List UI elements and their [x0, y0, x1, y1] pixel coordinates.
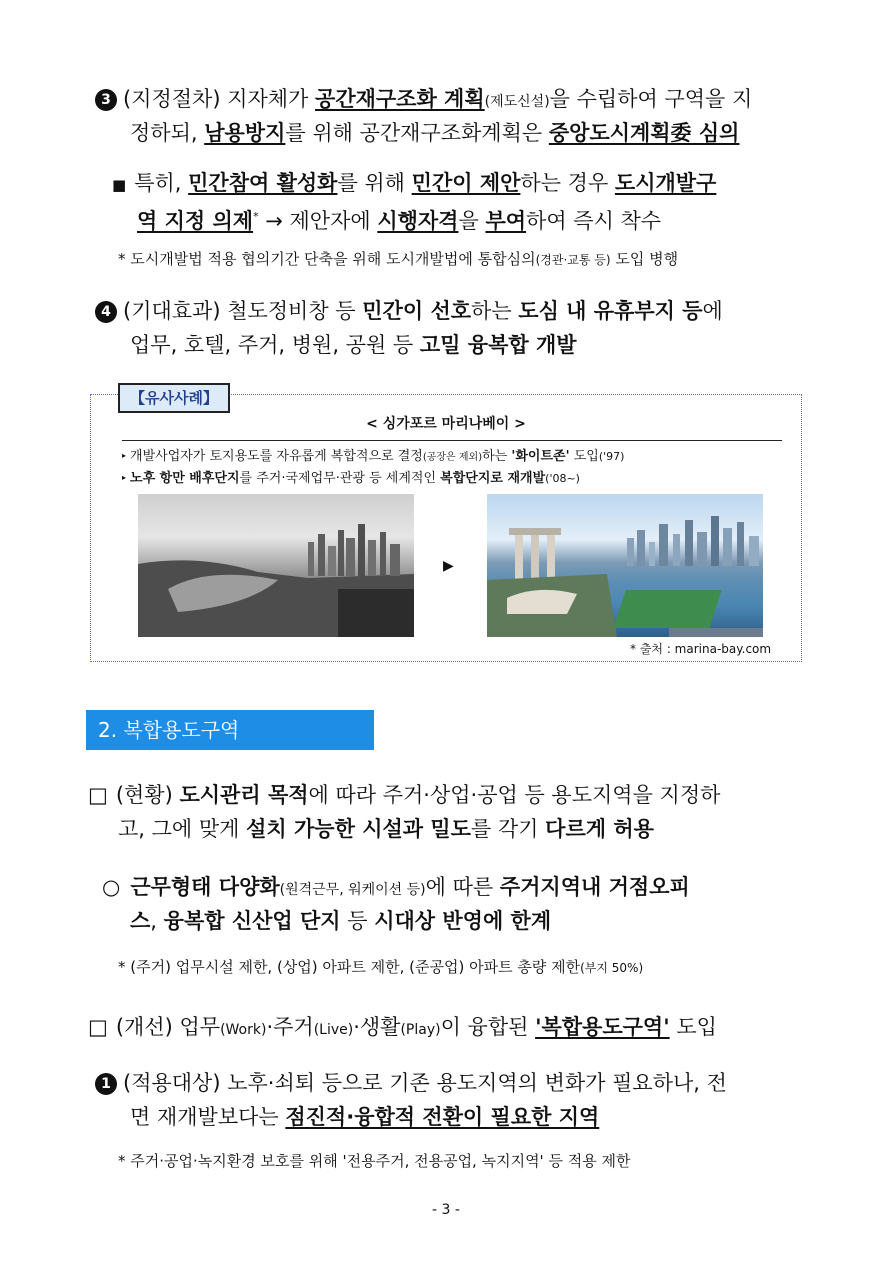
- paragraph-3-sub-line-2: 역 지정 의제* → 제안자에 시행자격을 부여하여 즉시 착수: [137, 209, 662, 233]
- circled-number-3-icon: 3: [95, 89, 117, 111]
- marina-bay-before-illustration: [138, 494, 414, 637]
- empty-square-bullet-icon: □: [88, 783, 108, 807]
- marina-bay-after-photo: [487, 494, 763, 637]
- status-sub-line-2: 스, 융복합 신산업 단지 등 시대상 반영에 한계: [130, 909, 552, 933]
- page-number: - 3 -: [432, 1202, 460, 1218]
- circled-number-1-icon: 1: [95, 1073, 117, 1095]
- empty-square-bullet-icon: □: [88, 1015, 108, 1039]
- triangle-bullet-icon: ▸: [122, 473, 127, 482]
- paragraph-4-line-2: 업무, 호텔, 주거, 병원, 공원 등 고밀 융복합 개발: [130, 333, 577, 357]
- case-study-divider: [122, 440, 782, 441]
- paragraph-3-sub-line-1: ■ 특히, 민간참여 활성화를 위해 민간이 제안하는 경우 도시개발구: [112, 171, 717, 195]
- circled-number-4-icon: 4: [95, 301, 117, 323]
- paragraph-3-line-2: 정하되, 남용방지를 위해 공간재구조화계획은 중앙도시계획委 심의: [130, 121, 740, 145]
- case-study-item-2: ▸ 노후 항만 배후단지를 주거·국제업무·관광 등 세계적인 복합단지로 재개발('08~): [122, 468, 580, 489]
- section-heading: 2. 복합용도구역: [86, 710, 374, 750]
- status-paragraph-line-1: □ (현황) 도시관리 목적에 따라 주거·상업·공업 등 용도지역을 지정하: [88, 783, 721, 807]
- case-study-item-1: ▸ 개발사업자가 토지용도를 자유롭게 복합적으로 결정(공장은 제외)하는 '화이트존' 도입('97): [122, 446, 624, 468]
- target-paragraph-line-1: 1 (적용대상) 노후·쇠퇴 등으로 기존 용도지역의 변화가 필요하나, 전: [95, 1068, 727, 1098]
- square-bullet-icon: ■: [112, 176, 127, 194]
- status-paragraph-line-2: 고, 그에 맞게 설치 가능한 시설과 밀도를 각기 다르게 허용: [118, 817, 654, 841]
- before-after-arrow-icon: ▶: [443, 558, 454, 574]
- target-paragraph-line-2: 면 재개발보다는 점진적·융합적 전환이 필요한 지역: [130, 1105, 600, 1129]
- marina-bay-before-photo: [138, 494, 414, 637]
- circle-bullet-icon: ○: [102, 875, 121, 899]
- status-sub-line-1: ○ 근무형태 다양화(원격근무, 워케이션 등)에 따른 주거지역내 거점오피: [102, 875, 690, 899]
- marina-bay-after-illustration: [487, 494, 763, 637]
- paragraph-3-line-1: 3 (지정절차) 지자체가 공간재구조화 계획(제도신설)을 수립하여 구역을 지: [95, 84, 752, 117]
- case-study-title: < 싱가포르 마리나베이 >: [366, 416, 526, 432]
- case-study-source: * 출처 : marina-bay.com: [630, 642, 772, 656]
- case-study-tag: 【유사사례】: [118, 383, 230, 413]
- status-footnote: * (주거) 업무시설 제한, (상업) 아파트 제한, (준공업) 아파트 총량 제한(부지 50%): [118, 958, 644, 976]
- target-footnote: * 주거·공업·녹지환경 보호를 위해 '전용주거, 전용공업, 녹지지역' 등 적용 제한: [118, 1152, 631, 1170]
- triangle-bullet-icon: ▸: [122, 451, 127, 460]
- paragraph-3-footnote: * 도시개발법 적용 협의기간 단축을 위해 도시개발법에 통합심의(경관·교통 등) 도입 병행: [118, 250, 679, 268]
- improvement-paragraph: □ (개선) 업무(Work)·주거(Live)·생활(Play)이 융합된 '복합용도구역' 도입: [88, 1015, 717, 1039]
- paragraph-4-line-1: 4 (기대효과) 철도정비창 등 민간이 선호하는 도심 내 유휴부지 등에: [95, 296, 723, 326]
